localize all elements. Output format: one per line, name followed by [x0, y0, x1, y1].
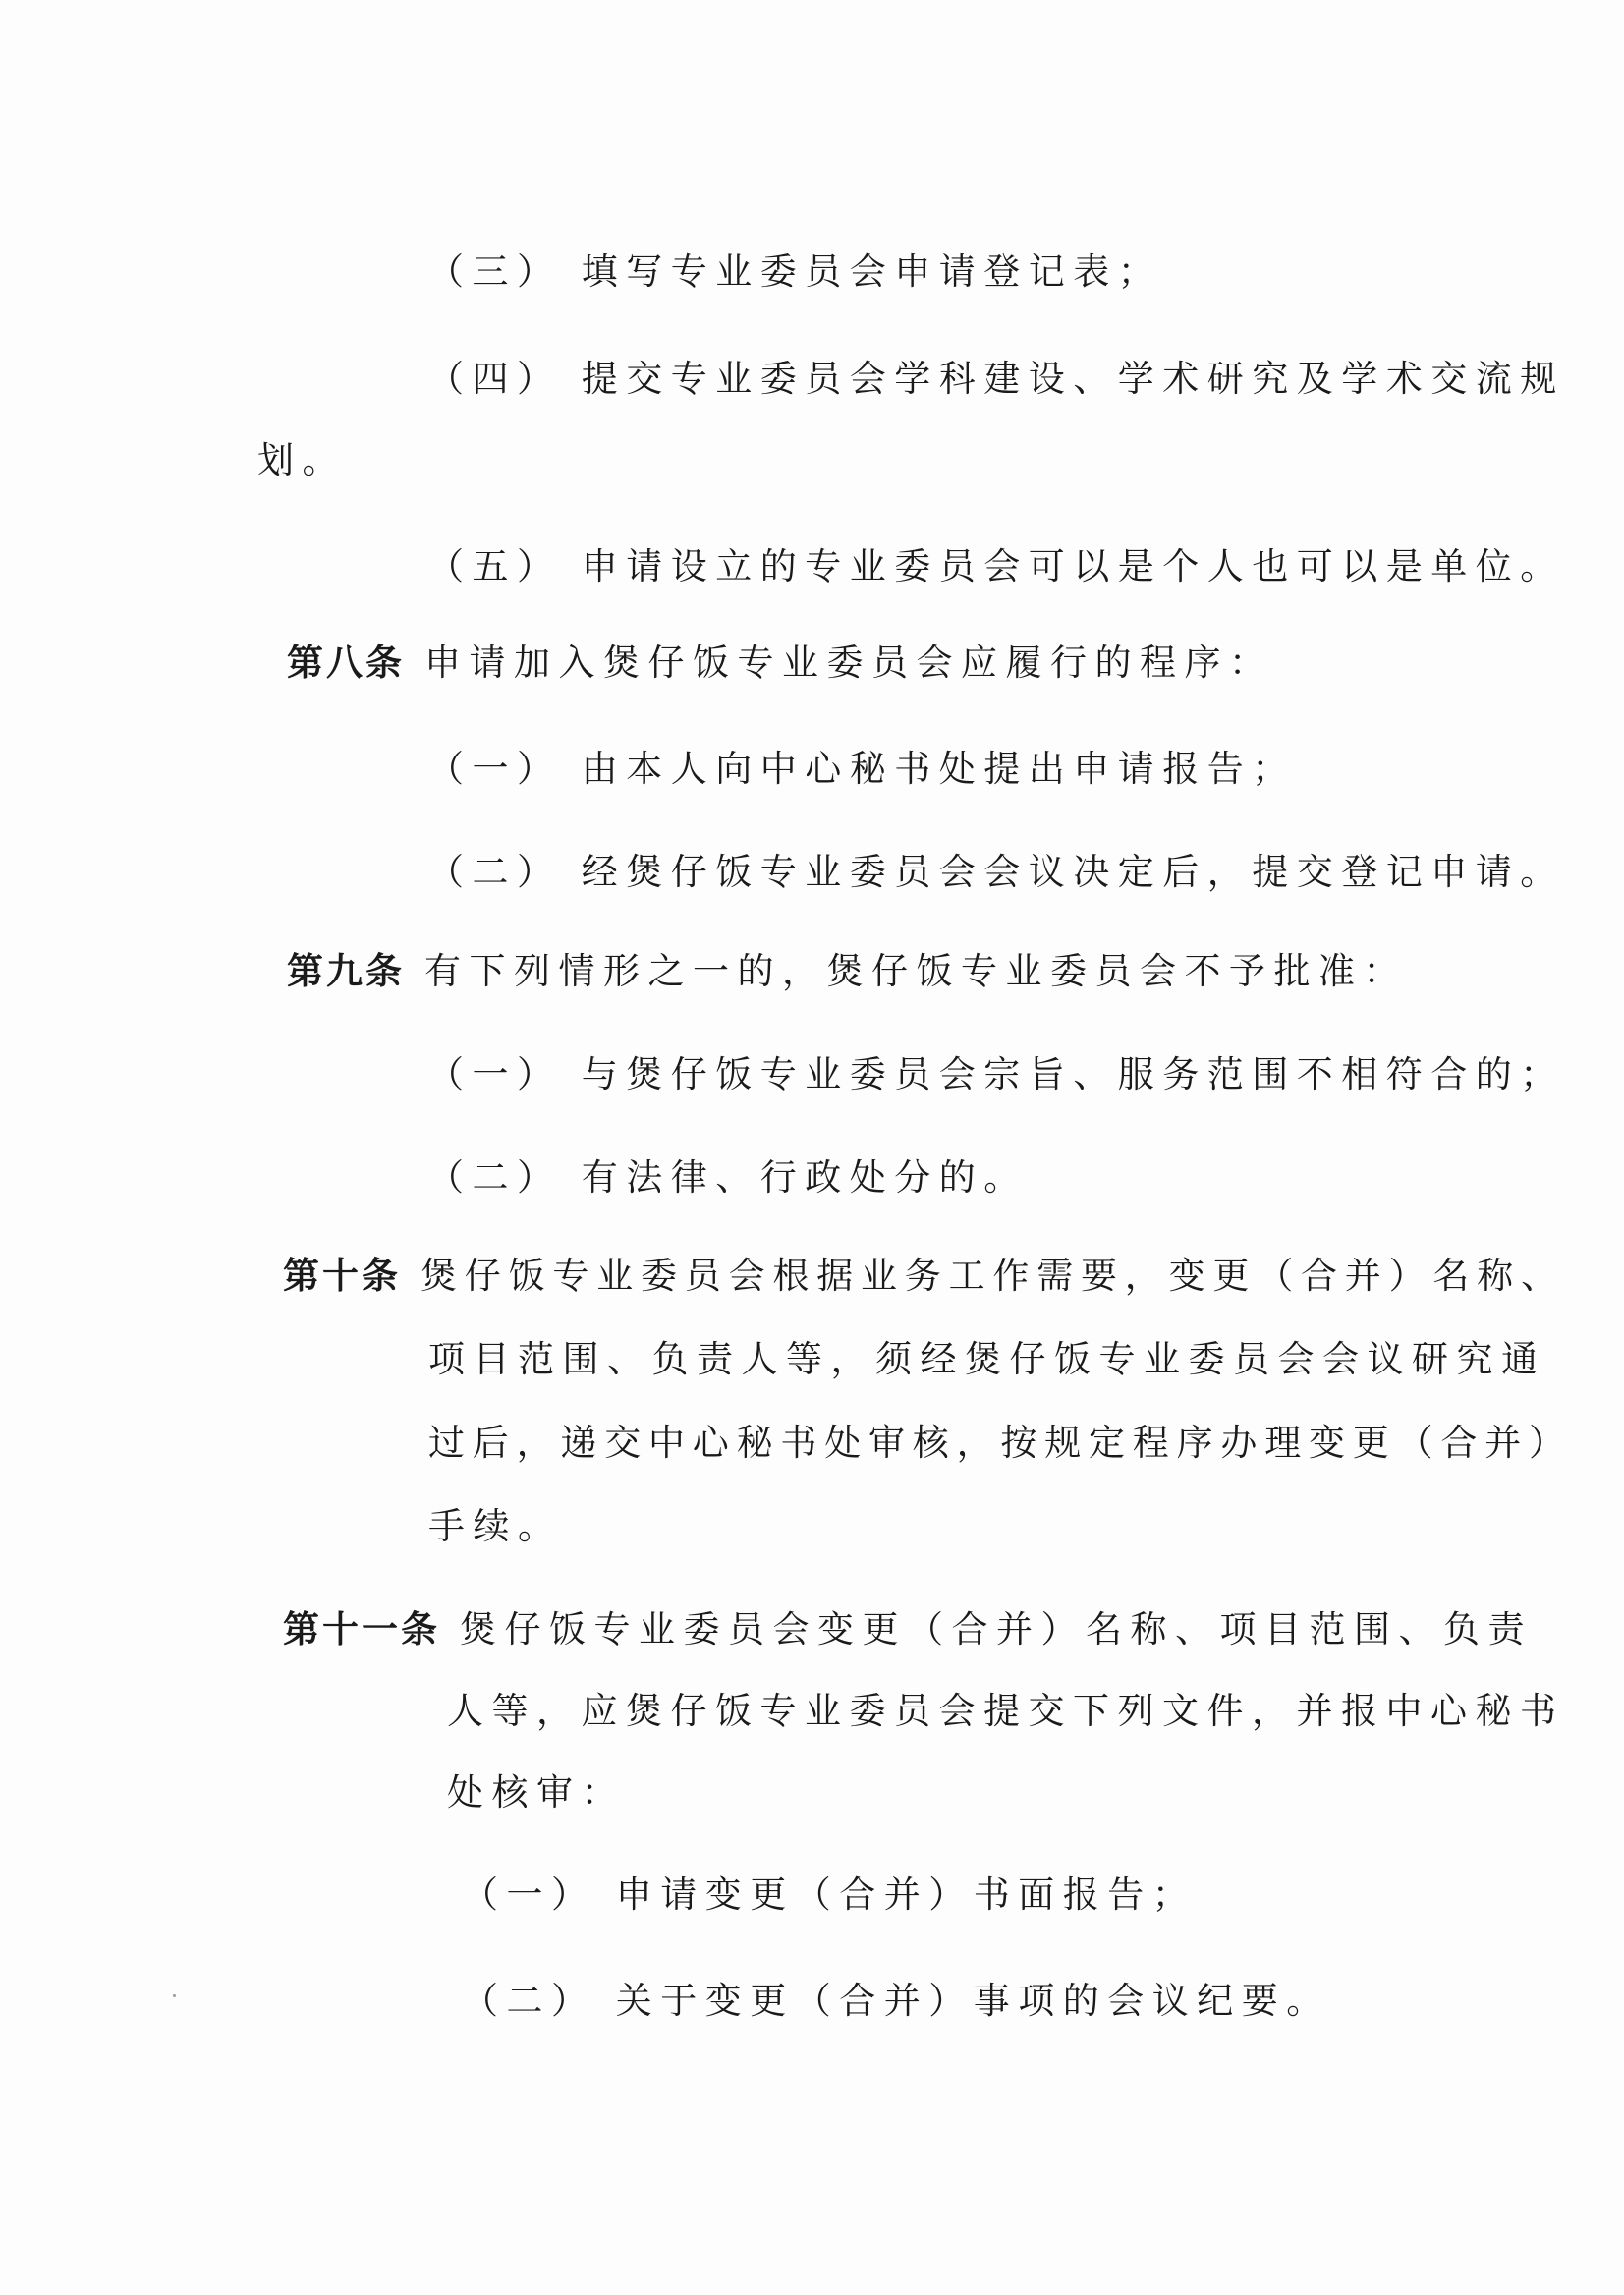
article-11-line-3: 处核审：: [447, 1771, 626, 1814]
article-9-label: 第九条: [287, 949, 405, 992]
article-10-line-1: 煲仔饭专业委员会根据业务工作需要，变更（合并）名称、: [420, 1255, 1565, 1297]
article-9-item-1: （一） 与煲仔饭专业委员会宗旨、服务范围不相符合的；: [427, 1053, 1565, 1095]
article-11-label: 第十一条: [283, 1607, 440, 1651]
article-10-line-3: 过后，递交中心秘书处审核，按规定程序办理变更（合并）: [428, 1422, 1573, 1464]
clause-3-line: （三） 填写专业委员会申请登记表；: [427, 251, 1163, 293]
article-9-text: 有下列情形之一的，煲仔饭专业委员会不予批准：: [424, 950, 1408, 992]
article-10-heading: [283, 1254, 1565, 1297]
article-8-text: 申请加入煲仔饭专业委员会应履行的程序：: [424, 642, 1274, 684]
article-11-item-1: （一） 申请变更（合并）书面报告；: [462, 1874, 1198, 1916]
article-11-heading: [283, 1607, 1533, 1651]
clause-5-line: （五） 申请设立的专业委员会可以是个人也可以是单位。: [427, 545, 1565, 588]
article-9-item-2: （二） 有法律、行政处分的。: [427, 1156, 1029, 1199]
article-8-item-2: （二） 经煲仔饭专业委员会会议决定后，提交登记申请。: [427, 851, 1565, 893]
clause-4-line-2: 划。: [257, 439, 347, 481]
article-11-line-1: 煲仔饭专业委员会变更（合并）名称、项目范围、负责: [460, 1608, 1533, 1651]
article-11-item-2: （二） 关于变更（合并）事项的会议纪要。: [462, 1980, 1331, 2022]
scan-speck: [173, 1994, 176, 1997]
article-11-line-2: 人等，应煲仔饭专业委员会提交下列文件，并报中心秘书: [447, 1690, 1565, 1732]
article-10-label: 第十条: [283, 1254, 401, 1297]
article-10-line-4: 手续。: [428, 1505, 563, 1547]
article-8-item-1: （一） 由本人向中心秘书处提出申请报告；: [427, 748, 1297, 790]
article-8-heading: [287, 641, 1274, 684]
article-8-label: 第八条: [287, 641, 405, 684]
article-9-heading: [287, 949, 1408, 992]
article-10-line-2: 项目范围、负责人等，须经煲仔饭专业委员会会议研究通: [428, 1338, 1546, 1380]
clause-4-line-1: （四） 提交专业委员会学科建设、学术研究及学术交流规: [427, 358, 1565, 400]
